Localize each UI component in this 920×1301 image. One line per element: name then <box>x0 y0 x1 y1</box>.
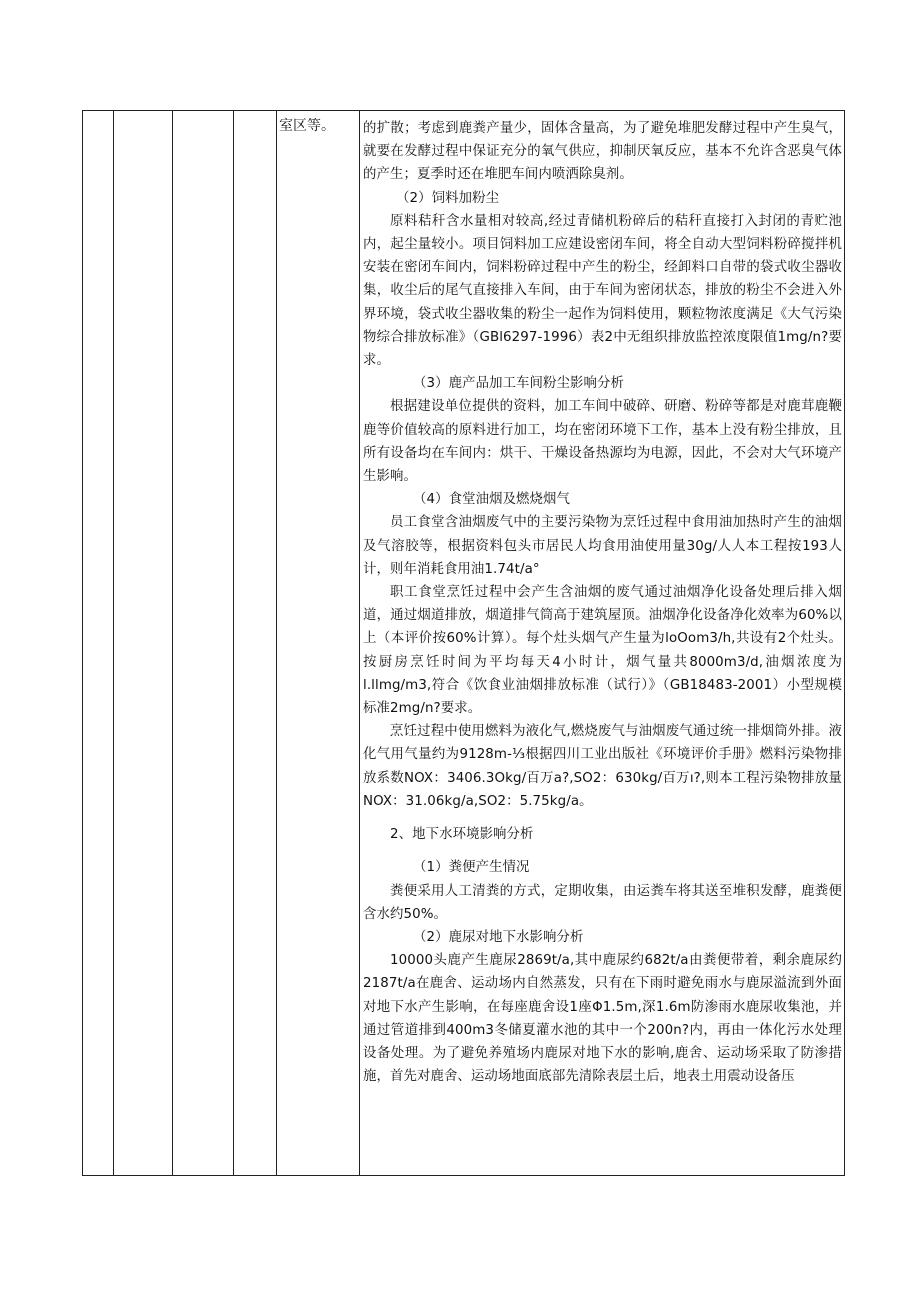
paragraph-combustion-gas: 烹饪过程中使用燃料为液化气,燃烧废气与油烟废气通过统一排烟筒外排。液化气用气量约为9128m-⅓根据四川工业出版社《环境评价手册》燃料污染物排放系数NOX：3406.3Okg/百万a?,SO2：630kg/百万ı?,则本工程污染物排放量NOX：31.06kg/a,SO2：5.75kg/a。 <box>363 724 842 809</box>
paragraph-odor-control: 的扩散；考虑到鹿粪产量少，固体含量高，为了避免堆肥发酵过程中产生臭气，就要在发酵过程中保证充分的氧气供应，抑制厌氧反应，基本不允许含恶臭气体的产生；夏季时还在堆肥车间内喷洒除臭剂。 <box>363 121 842 183</box>
empty-cell-4 <box>234 111 277 1176</box>
empty-cell-1 <box>83 111 114 1176</box>
empty-cell-2 <box>114 111 173 1176</box>
location-cell <box>277 111 360 1176</box>
paragraph-manure: 粪便采用人工清粪的方式，定期收集，由运粪车将其送至堆积发酵，鹿粪便含水约50%。 <box>363 883 842 922</box>
paragraph-kitchen-oil: 员工食堂含油烟废气中的主要污染物为烹饪过程中食用油加热时产生的油烟及气溶胶等，根据资料包头市居民人均食用油使用量30g/人人本工程按193人计，则年消耗食用油1.74t/a° <box>363 515 842 577</box>
document-table <box>82 110 845 1176</box>
analysis-content <box>360 111 844 1088</box>
heading-deer-urine: （2）鹿尿对地下水影响分析 <box>413 929 584 945</box>
table-row <box>83 111 845 1176</box>
location-text: 室区等。 <box>279 118 335 134</box>
heading-manure: （1）粪便产生情况 <box>413 860 530 876</box>
analysis-content-cell <box>360 111 845 1176</box>
paragraph-feed-dust: 原料秸秆含水量相对较高,经过青储机粉碎后的秸秆直接打入封闭的青贮池内，起尘量较小。项目饲料加工应建设密闭车间，将全自动大型饲料粉碎搅拌机安装在密闭车间内，饲料粉碎过程中产生的粉尘，经卸料口自带的袋式收尘器收集，收尘后的尾气直接排入车间，由于车间为密闭状态，排放的粉尘不会进入外界环境，袋式收尘器收集的粉尘一起作为饲料使用，颗粒物浓度满足《大气污染物综合排放标准》（GBl6297-1996）表2中无组织排放监控浓度限值1mg/n?要求。 <box>363 213 842 369</box>
paragraph-deer-urine: 10000头鹿产生鹿尿2869t/a,其中鹿尿约682t/a由粪便带着，剩余鹿尿约2187t/a在鹿舍、运动场内自然蒸发，只有在下雨时避免雨水与鹿尿溢流到外面对地下水产生影响，在每座鹿舍设1座Φ1.5m,深1.6m防渗雨水鹿尿收集池，并通过管道排到400m3冬储夏灌水池的其中一个200n?内，再由一体化污水处理设备处理。为了避免养殖场内鹿尿对地下水的影响,鹿舍、运动场采取了防渗措施，首先对鹿舍、运动场地面底部先清除表层土后，地表土用震动设备压 <box>363 953 842 1085</box>
heading-feed-dust: （2）饲料加粉尘 <box>396 190 500 206</box>
paragraph-processing-dust: 根据建设单位提供的资料，加工车间中破碎、研磨、粉碎等都是对鹿茸鹿鞭鹿等价值较高的原料进行加工，均在密闭环境下工作，基本上没有粉尘排放，且所有设备均在车间内：烘干、干燥设备热源均为电源，因此，不会对大气环境产生影响。 <box>363 399 842 485</box>
heading-processing-dust: （3）鹿产品加工车间粉尘影响分析 <box>413 376 624 392</box>
heading-groundwater: 2、地下水环境影响分析 <box>390 827 534 843</box>
empty-cell-3 <box>173 111 234 1176</box>
heading-kitchen-fumes: （4）食堂油烟及燃烧烟气 <box>413 492 571 508</box>
paragraph-fume-purification: 职工食堂烹饪过程中会产生含油烟的废气通过油烟净化设备处理后排入烟道，通过烟道排放，烟道排气筒高于建筑屋顶。油烟净化设备净化效率为60%以上（本评价按60%计算）。每个灶头烟气产生量为loOom3/h,共设有2个灶头。按厨房烹饪时间为平均每天4小时计，烟气量共8000m3/d,油烟浓度为l.llmg/m3,符合《饮食业油烟排放标准（试行）》（GB18483-2001）小型规模标准2mg/n?要求。 <box>363 585 842 717</box>
